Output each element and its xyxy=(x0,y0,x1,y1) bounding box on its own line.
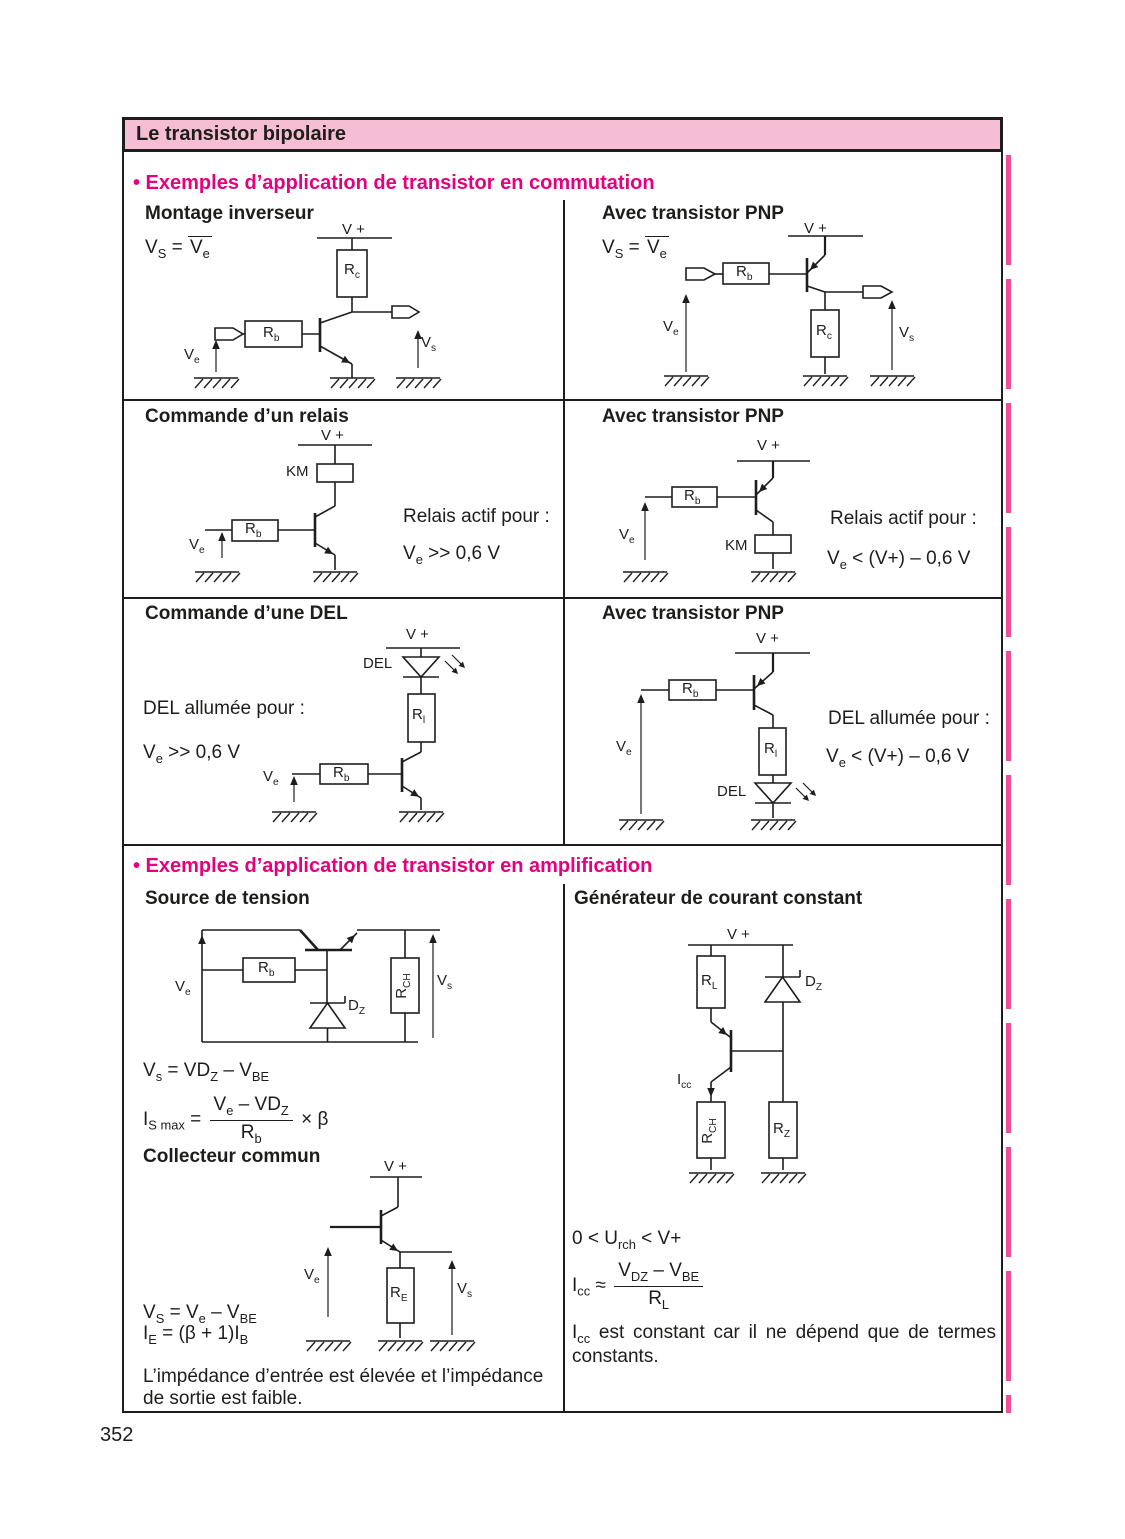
ground-symbol xyxy=(803,376,848,386)
circuit-relais-pnp xyxy=(615,432,855,584)
cell5-title: Commande d’une DEL xyxy=(145,603,348,624)
ground-symbol xyxy=(430,1341,475,1351)
label-rch: $R_{CH}$ xyxy=(698,1118,719,1144)
cell6-title: Avec transistor PNP xyxy=(602,603,784,624)
label-del: DEL xyxy=(717,783,747,800)
label-vplus: V + xyxy=(321,427,344,444)
label-vs: $V_s$ xyxy=(457,1280,473,1300)
label-vplus: V + xyxy=(804,220,827,237)
divider-row-1 xyxy=(122,399,1003,401)
cell5-condition: $V_e >> 0,6$ V xyxy=(143,742,240,766)
label-ve: $V_e$ xyxy=(619,526,635,546)
label-ve: $V_e$ xyxy=(616,738,632,758)
label-icc: $I_{cc}$ xyxy=(677,1071,692,1091)
divider-row-2 xyxy=(122,597,1003,599)
section-commutation-header: • Exemples d’application de transistor en commutation xyxy=(133,172,655,194)
chapter-title-bar xyxy=(122,117,1003,152)
label-rL: $R_L$ xyxy=(701,972,718,992)
formula-vs: $V_s = VD_Z - V_{BE}$ xyxy=(143,1060,270,1084)
input-terminal-icon xyxy=(215,328,243,340)
section-amplification-header: • Exemples d’application de transistor en amplification xyxy=(133,855,653,877)
output-terminal-icon xyxy=(863,286,892,298)
divider-vertical-amplification xyxy=(563,884,565,1413)
ground-symbol xyxy=(870,376,915,386)
cell2-title: Avec transistor PNP xyxy=(602,203,784,224)
ground-symbol xyxy=(751,572,796,582)
icc-note: $I_{cc}$ est constant car il ne dépend que de termes constants. xyxy=(572,1322,996,1367)
label-rb: $R_b$ xyxy=(333,764,350,784)
label-vplus: V + xyxy=(727,926,750,943)
formula-icc: $I_{cc}$ ≈ $\frac{V_{DZ} - V_{BE}}{R_L}$ xyxy=(572,1260,706,1312)
label-vs: $V_s$ xyxy=(899,324,915,344)
label-ve: $V_e$ xyxy=(263,768,279,788)
amp-right-title: Générateur de courant constant xyxy=(574,888,863,909)
label-vs: $V_s$ xyxy=(421,334,437,354)
formula-vs2: $V_S = V_e - V_{BE}$ xyxy=(143,1302,257,1326)
relay-km xyxy=(317,464,353,482)
label-ve: $V_e$ xyxy=(175,978,191,998)
label-rl: $R_l$ xyxy=(764,740,778,760)
page-number: 352 xyxy=(100,1424,134,1446)
amp-left-title: Source de tension xyxy=(145,888,310,909)
label-km: KM xyxy=(286,463,309,480)
circuit-source-tension xyxy=(195,922,455,1054)
label-vplus: V + xyxy=(757,437,780,454)
label-vplus: V + xyxy=(342,221,365,238)
cell2-formula: $V_S = V_e$ xyxy=(602,237,667,261)
label-rb: $R_b$ xyxy=(684,487,701,507)
ground-symbol xyxy=(664,376,709,386)
label-rb: $R_b$ xyxy=(258,959,275,979)
ground-symbol xyxy=(399,812,444,822)
cell6-condition: $V_e < (V+) - 0,6$ V xyxy=(826,746,970,770)
label-re: $R_E$ xyxy=(390,1284,408,1304)
label-km: KM xyxy=(725,537,748,554)
circuit-del-pnp xyxy=(610,642,855,837)
ground-symbol xyxy=(623,572,668,582)
ground-symbol xyxy=(306,1341,351,1351)
input-terminal-icon xyxy=(686,268,715,280)
label-rb: $R_b$ xyxy=(263,324,280,344)
circuit-montage-inverseur xyxy=(180,222,450,394)
label-rl: $R_l$ xyxy=(412,706,426,726)
ground-symbol xyxy=(396,378,441,388)
led-symbol xyxy=(755,783,791,803)
divider-sections xyxy=(122,844,1003,846)
label-rz: $R_Z$ xyxy=(773,1120,791,1140)
label-del: DEL xyxy=(363,655,393,672)
label-dz: $D_Z$ xyxy=(348,997,366,1017)
ground-symbol xyxy=(761,1173,806,1183)
cell6-caption: DEL allumée pour : xyxy=(828,708,990,729)
cell3-condition: $V_e >> 0,6$ V xyxy=(403,543,500,567)
circuit-collecteur-commun xyxy=(300,1163,490,1355)
formula-is-max: $I_{S max}$ = $\frac{V_e - VD_Z}{R_b}$ × β xyxy=(143,1094,329,1146)
ground-symbol xyxy=(689,1173,734,1183)
label-rch: $R_{CH}$ xyxy=(392,973,413,999)
output-terminal-icon xyxy=(392,306,419,318)
label-vplus: V + xyxy=(406,626,429,643)
label-vs: $V_s$ xyxy=(437,972,453,992)
ground-symbol xyxy=(378,1341,423,1351)
ground-symbol xyxy=(194,378,239,388)
cell5-caption: DEL allumée pour : xyxy=(143,698,305,719)
cell4-title: Avec transistor PNP xyxy=(602,406,784,427)
formula-urch: $0 < U_{rch} < V+$ xyxy=(572,1228,682,1252)
ground-symbol xyxy=(330,378,375,388)
chapter-title: Le transistor bipolaire xyxy=(136,123,347,145)
label-ve: $V_e$ xyxy=(304,1266,320,1286)
divider-vertical-commutation xyxy=(563,200,565,845)
relay-km xyxy=(755,535,791,553)
led-symbol xyxy=(403,657,439,677)
circuit-generateur-courant xyxy=(660,927,845,1189)
cell4-caption: Relais actif pour : xyxy=(830,508,977,529)
label-vplus: V + xyxy=(756,630,779,647)
label-rb: $R_b$ xyxy=(682,680,699,700)
cc-title: Collecteur commun xyxy=(143,1146,321,1167)
label-rc: $R_c$ xyxy=(816,322,832,342)
cell4-condition: $V_e < (V+) - 0,6$ V xyxy=(827,548,971,572)
cell1-title: Montage inverseur xyxy=(145,203,314,224)
label-rc: $R_c$ xyxy=(344,261,360,281)
formula-ie: $I_E = (\beta + 1)I_B$ xyxy=(143,1323,249,1347)
ground-symbol xyxy=(751,820,796,830)
circuit-inverseur-pnp xyxy=(640,222,940,394)
label-dz: $D_Z$ xyxy=(805,973,823,993)
cell3-caption: Relais actif pour : xyxy=(403,506,550,527)
label-rb: $R_b$ xyxy=(245,520,262,540)
label-ve: $V_e$ xyxy=(184,346,200,366)
cell3-title: Commande d’un relais xyxy=(145,406,349,427)
label-vplus: V + xyxy=(384,1158,407,1175)
label-ve: $V_e$ xyxy=(663,318,679,338)
ground-symbol xyxy=(313,572,358,582)
label-rb: $R_b$ xyxy=(736,263,753,283)
ground-symbol xyxy=(619,820,664,830)
label-ve: $V_e$ xyxy=(189,536,205,556)
ground-symbol xyxy=(195,572,240,582)
impedance-note: L’impédance d’entrée est élevée et l’impédance de sortie est faible. xyxy=(143,1366,544,1409)
cell1-formula: $V_S = V_e$ xyxy=(145,237,210,261)
page-edge-tab xyxy=(1006,155,1011,1413)
ground-symbol xyxy=(272,812,317,822)
